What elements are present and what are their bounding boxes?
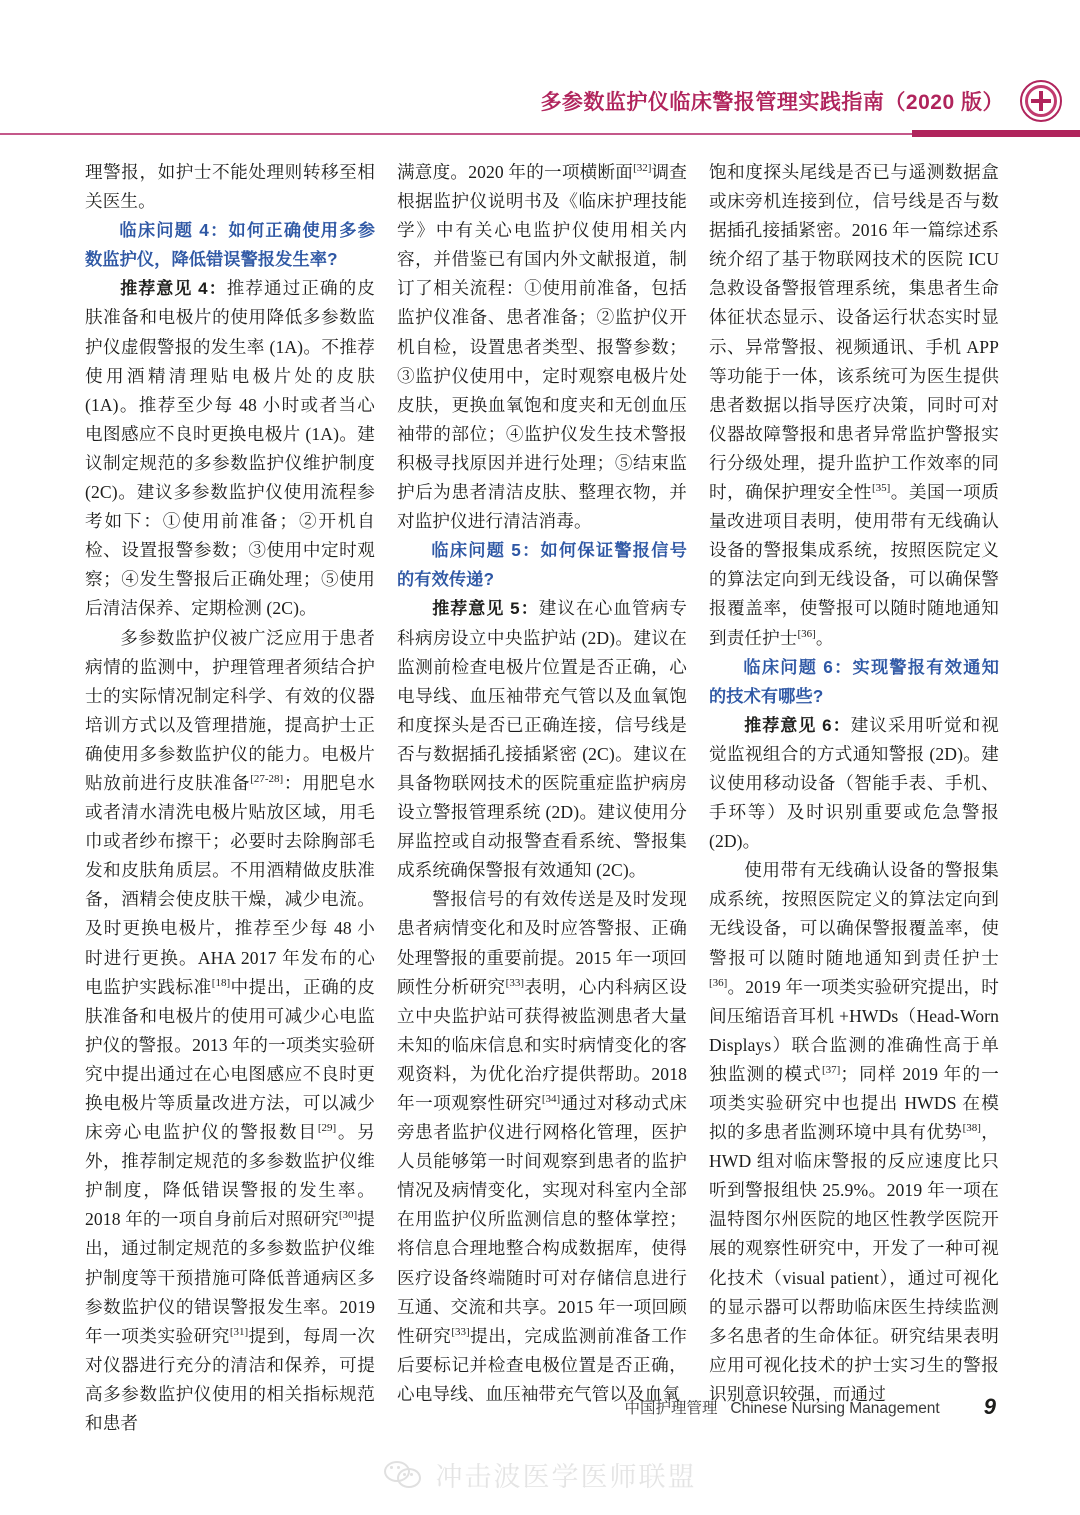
speech-bubble-front xyxy=(397,1468,421,1488)
text-column-2 xyxy=(397,158,687,1409)
bubble-dot xyxy=(397,1466,400,1469)
footer-journal-en: Chinese Nursing Management xyxy=(730,1400,940,1417)
continued-paragraph: 理警报，如护士不能处理则转移至相关医生。 xyxy=(85,162,375,212)
recommendation-label: 推荐意见 4： xyxy=(120,279,227,299)
bubble-dot xyxy=(390,1466,393,1469)
body-paragraph: 多参数监护仪被广泛应用于患者病情的监测中，护理管理者须结合护士的实际情况制定科学、有效的仪器培训方式以及管理措施，提高护士正确使用多参数监护仪的能力。电极片贴放前进行皮肤准备[27-28]：用肥皂水或者清水清洗电极片贴放区域，用毛巾或者纱布擦干；必要时去除胸部毛发和皮肤角质层。不用酒精做皮肤准备，酒精会使皮肤干燥，减少电流。及时更换电极片，推荐至少每 48 小时进行更换。AHA 2017 年发布的心电监护实践标准[18]中提出，正确的皮肤准备和电极片的使用可减少心电监护仪的警报。2013 年的一项类实验研究中提出通过在心电图感应不良时更换电极片等质量改进方法，可以减少床旁心电监护仪的警报数目[29]。另外，推荐制定规范的多参数监护仪维护制度，降低错误警报的发生率。2018 年的一项自身前后对照研究[30]提出，通过制定规范的多参数监护仪维护制度等干预措施可降低普通病区多参数监护仪的错误警报发生率。2019 年一项类实验研究[31]提到，每周一次对仪器进行充分的清洁和保养，可提高多参数监护仪使用的相关指标规范和患者 xyxy=(85,627,375,1434)
page-footer xyxy=(0,1390,1080,1424)
text-column-3 xyxy=(709,158,999,1409)
header-rule-thin xyxy=(0,133,912,135)
running-head xyxy=(0,78,1080,124)
body-paragraph: 使用带有无线确认设备的警报集成系统，按照医院定义的算法定向到无线设备，可以确保警报覆盖率，使警报可以随时随地通知到责任护士[36]。2019 年一项类实验研究提出，时间压缩语音耳机 +HWDs（Head-Worn Displays）联合监测的准确性高于单独监测的模式[37]；同样 2019 年的一项类实验研究中也提出 HWDS 在模拟的多患者监测环境中具有优势[38]，HWD 组对临床警报的反应速度比只听到警报组快 25.9%。2019 年一项在温特图尔州医院的地区性教学医院开展的观察性研究中，开发了一种可视化技术（visual patient），通过可视化的显示器可以帮助临床医生持续监测多名患者的生命体征。研究结果表明应用可视化技术的护士实习生的警报识别意识较强，而通过 xyxy=(709,860,1000,1404)
reference-marker: [30] xyxy=(338,1209,358,1222)
footer-journal-name xyxy=(624,1396,939,1418)
header-rule-thick xyxy=(912,130,1080,137)
reference-marker: [29] xyxy=(317,1122,337,1135)
emblem-cross-horizontal xyxy=(1031,99,1051,103)
recommendation-label: 推荐意见 6： xyxy=(744,715,851,735)
reference-marker: [36] xyxy=(797,627,816,640)
running-head-title: 多参数监护仪临床警报管理实践指南（2020 版） xyxy=(540,91,1004,114)
reference-marker: [27-28] xyxy=(250,773,284,786)
body-paragraph: 警报信号的有效传送是及时发现患者病情变化和及时应答警报、正确处理警报的重要前提。2015 年一项回顾性分析研究[33]表明，心内科病区设立中央监护站可获得被监测患者大量未知的临床信息和实时病情变化的客观资料，为优化治疗提供帮助。2018 年一项观察性研究[34]通过对移动式床旁患者监护仪进行网格化管理，医护人员能够第一时间观察到患者的监护情况及病情变化，实现对科室内全部在用监护仪所监测信息的整体掌控；将信息合理地整合构成数据库，使得医疗设备终端随时可对存储信息进行互通、交流和共享。2015 年一项回顾性研究[33]提出，完成监测前准备工作后要标记并检查电极位置是否正确，心电导线、血压袖带充气管以及血氧 xyxy=(397,889,687,1404)
bubble-dot xyxy=(403,1473,406,1476)
recommendation-label: 推荐意见 5： xyxy=(432,599,539,619)
reference-marker: [31] xyxy=(229,1325,249,1338)
bubble-dot xyxy=(410,1473,413,1476)
recommendation-paragraph: 推荐意见 5：建议在心血管病专科病房设立中央监护站 (2D)。建议在监测前检查电极片位置是否正确，心电导线、血压袖带充气管以及血氧饱和度探头是否已正确连接，信号线是否与数据插孔接插紧密 (2C)。建议在具备物联网技术的医院重症监护病房设立警报管理系统 (2D)。建议使用分屏监控或自动报警查看系统、警报集成系统确保警报有效通知 (2C)。 xyxy=(397,598,687,881)
recommendation-paragraph: 推荐意见 4：推荐通过正确的皮肤准备和电极片的使用降低多参数监护仪虚假警报的发生率 (1A)。不推荐使用酒精清理贴电极片处的皮肤 (1A)。推荐至少每 48 小时或者当心电图感应不良时更换电极片 (1A)。建议制定规范的多参数监护仪维护制度 (2C)。建议多参数监护仪使用流程参考如下：①使用前准备；②开机自检、设置报警参数；③使用中定时观察；④发生警报后正确处理；⑤使用后清洁保养、定期检测 (2C)。 xyxy=(85,278,375,619)
reference-marker: [37] xyxy=(821,1064,841,1077)
recommendation-paragraph: 推荐意见 6：建议采用听觉和视觉监视组合的方式通知警报 (2D)。建议使用移动设备（智能手表、手机、手环等）及时识别重要或危急警报 (2D)。 xyxy=(709,714,999,852)
reference-marker: [38] xyxy=(962,1122,981,1135)
watermark-text: 冲击波医学医师联盟 xyxy=(435,1462,697,1492)
section-heading: 临床问题 4：如何正确使用多参数监护仪，降低错误警报发生率? xyxy=(85,220,375,270)
reference-marker: [36] xyxy=(709,976,728,989)
continued-paragraph: 满意度。2020 年的一项横断面[32]调查根据监护仪说明书及《临床护理技能学》中有关心电监护仪使用相关内容，并借鉴已有国内外文献报道，制订了相关流程：①使用前准备，包括监护仪准备、患者准备；②监护仪开机自检，设置患者类型、报警参数；③监护仪使用中，定时观察电极片处皮肤，更换血氧饱和度夹和无创血压袖带的部位；④监护仪发生技术警报积极寻找原因并进行处理；⑤结束监护后为患者清洁皮肤、整理衣物，并对监护仪进行清洁消毒。 xyxy=(397,162,688,532)
reference-marker: [32] xyxy=(633,162,652,175)
reference-marker: [34] xyxy=(541,1093,561,1106)
page-number: 9 xyxy=(983,1394,996,1419)
wechat-icon xyxy=(384,1461,424,1489)
reference-marker: [35] xyxy=(872,482,891,495)
section-heading: 临床问题 6：实现警报有效通知的技术有哪些? xyxy=(709,656,999,706)
reference-marker: [33] xyxy=(451,1325,470,1338)
continued-paragraph: 饱和度探头尾线是否已与遥测数据盒或床旁机连接到位，信号线是否与数据插孔接插紧密。2016 年一篇综述系统介绍了基于物联网技术的医院 ICU 急救设备警报管理系统，集患者生命体征状态显示、设备运行状态实时显示、异常警报、视频通讯、手机 APP 等功能于一体，该系统可为医生提供患者数据以指导医疗决策，同时可对仪器故障警报和患者异常监护警报实行分级处理，提升监护工作效率的同时，确保护理安全性[35]。美国一项质量改进项目表明，使用带有无线确认设备的警报集成系统，按照医院定义的算法定向到无线设备，可以确保警报覆盖率，使警报可以随时随地通知到责任护士[36]。 xyxy=(709,162,999,648)
watermark xyxy=(0,1455,1080,1494)
journal-emblem-icon xyxy=(1020,80,1062,122)
text-column-1 xyxy=(85,158,375,1438)
footer-journal-cn: 中国护理管理 xyxy=(624,1400,718,1417)
reference-marker: [18] xyxy=(211,976,231,989)
reference-marker: [33] xyxy=(505,976,524,989)
section-heading: 临床问题 5：如何保证警报信号的有效传递? xyxy=(397,540,687,590)
